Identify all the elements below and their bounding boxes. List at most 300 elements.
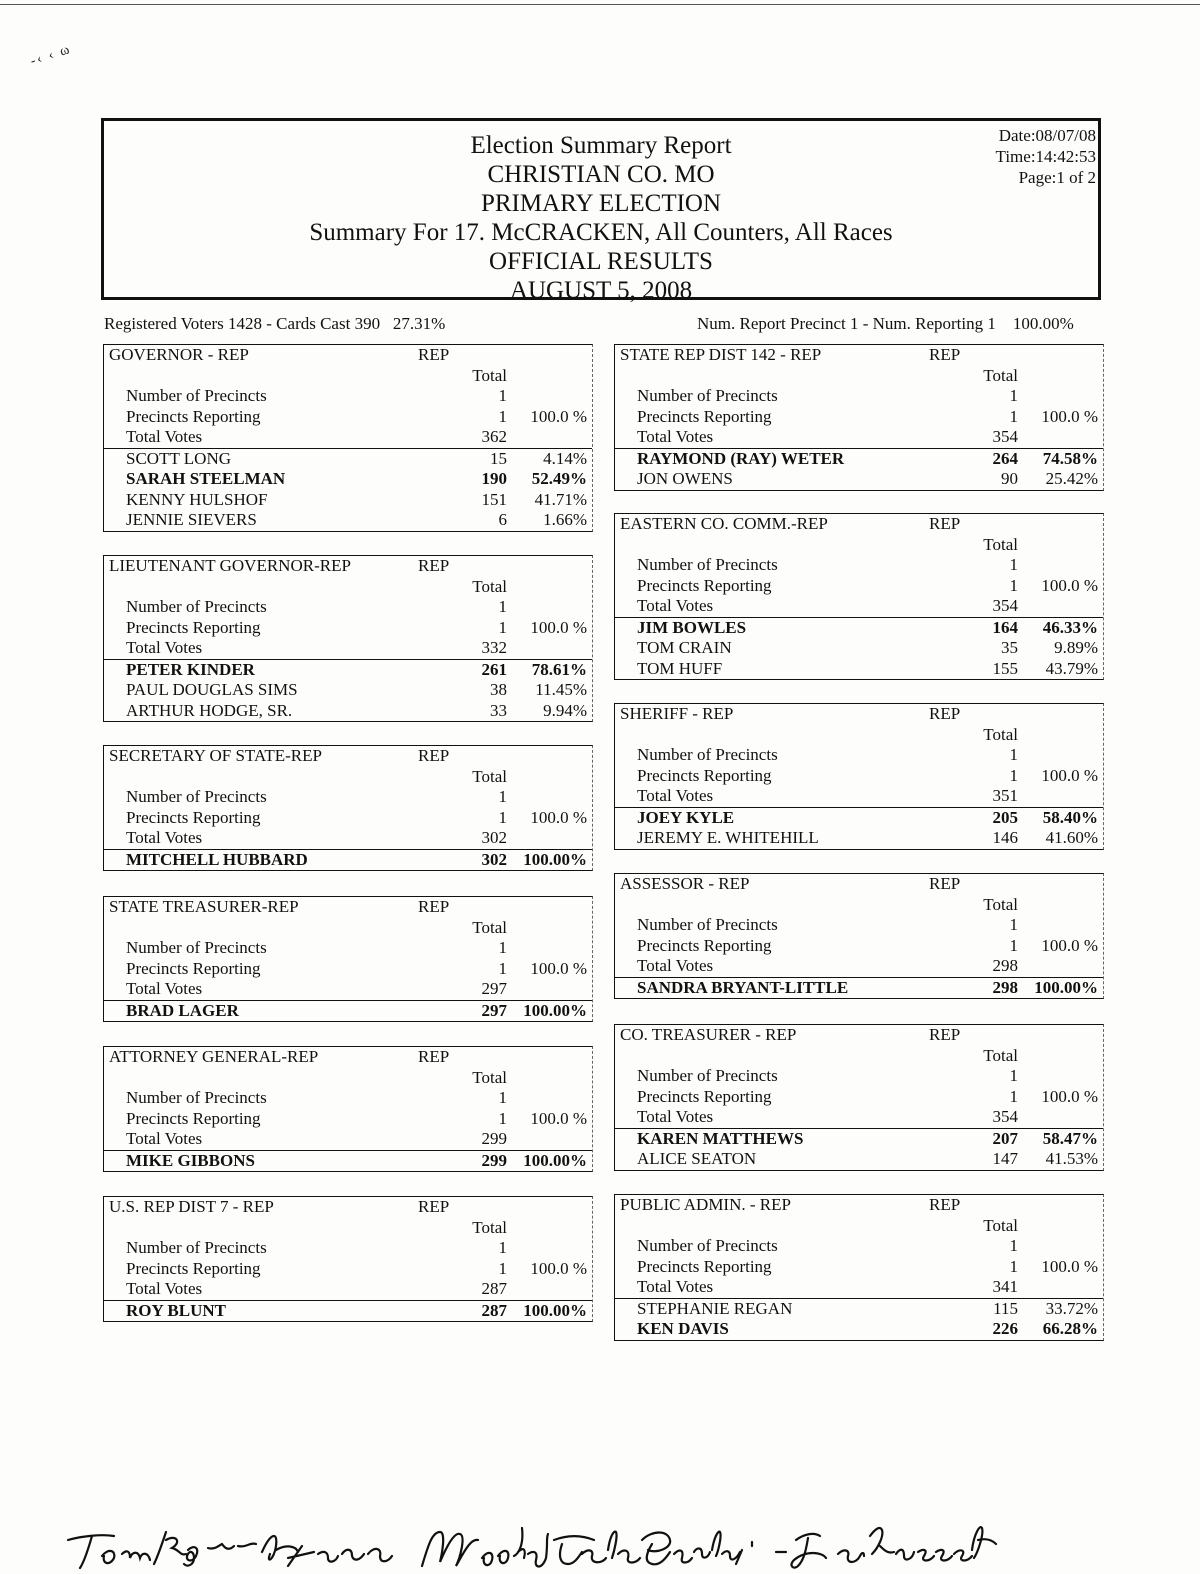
candidate-pct: 100.00% <box>523 849 587 869</box>
race-box <box>103 555 593 722</box>
precincts-reporting-label: Precincts Reporting <box>637 1256 772 1276</box>
num-precincts-value: 1 <box>1009 555 1018 574</box>
total-votes-row <box>104 979 592 1001</box>
num-precincts-label: Number of Precincts <box>637 386 778 405</box>
num-precincts-row <box>615 1236 1103 1257</box>
total-column-header: Total <box>472 1217 507 1237</box>
num-precincts-label: Number of Precincts <box>637 745 778 764</box>
candidate-name: TOM HUFF <box>637 658 723 678</box>
num-precincts-value: 1 <box>498 787 507 806</box>
total-header-row <box>104 577 592 598</box>
precincts-reporting-label: Precincts Reporting <box>637 935 772 955</box>
candidate-row <box>615 1319 1103 1340</box>
race-header-row <box>615 1195 1103 1216</box>
num-precincts-value: 1 <box>1009 915 1018 934</box>
precincts-reporting-value: 1 <box>1009 406 1018 426</box>
race-party: REP <box>929 1195 961 1214</box>
precincts-reporting-row <box>104 959 592 980</box>
candidate-votes: 33 <box>490 700 507 720</box>
report-page: Page:1 of 2 <box>1018 168 1096 187</box>
candidate-pct: 41.71% <box>534 489 587 509</box>
race-header-row <box>104 1197 592 1218</box>
total-votes-label: Total Votes <box>126 427 203 446</box>
total-votes-row <box>104 828 592 850</box>
total-votes-value: 354 <box>992 596 1018 615</box>
candidate-pct: 66.28% <box>1042 1319 1098 1338</box>
num-precincts-row <box>104 597 592 618</box>
precincts-reporting-pct: 100.0 % <box>530 958 587 978</box>
candidate-row <box>615 1299 1103 1320</box>
report-title: Election Summary Report <box>470 132 732 159</box>
candidate-pct: 41.53% <box>1045 1149 1098 1168</box>
race-title: SHERIFF - REP <box>620 704 734 723</box>
precincts-reporting-row <box>104 618 592 639</box>
total-header-row <box>615 535 1103 556</box>
candidate-votes: 207 <box>992 1128 1018 1148</box>
candidate-votes: 299 <box>481 1150 507 1170</box>
num-precincts-value: 1 <box>498 1238 507 1257</box>
num-precincts-row <box>104 787 592 808</box>
precincts-reporting-label: Precincts Reporting <box>126 406 261 426</box>
num-precincts-value: 1 <box>1009 1066 1018 1085</box>
total-header-row <box>615 895 1103 916</box>
num-precincts-value: 1 <box>498 1088 507 1107</box>
num-precincts-row <box>615 745 1103 766</box>
precincts-reporting-value: 1 <box>1009 1256 1018 1276</box>
total-votes-value: 332 <box>481 638 507 657</box>
candidate-pct: 33.72% <box>1045 1298 1098 1318</box>
precincts-reporting-pct: 100.0 % <box>1041 575 1098 595</box>
precincts-reporting-row <box>615 766 1103 787</box>
scan-top-edge <box>0 4 1200 5</box>
candidate-name: ROY BLUNT <box>126 1300 226 1320</box>
candidate-row <box>104 1001 592 1022</box>
precincts-reporting-row <box>615 1087 1103 1108</box>
num-precincts-label: Number of Precincts <box>637 1236 778 1255</box>
candidate-votes: 147 <box>992 1149 1018 1168</box>
candidate-row <box>615 828 1103 849</box>
precincts-reporting-label: Precincts Reporting <box>126 1108 261 1128</box>
candidate-name: STEPHANIE REGAN <box>637 1298 793 1318</box>
precincts-reporting-pct: 100.0 % <box>530 807 587 827</box>
total-column-header: Total <box>472 917 507 937</box>
candidate-votes: 38 <box>490 680 507 699</box>
precincts-reporting-row <box>104 1259 592 1280</box>
total-votes-value: 302 <box>481 828 507 847</box>
precincts-reporting-label: Precincts Reporting <box>126 958 261 978</box>
candidate-votes: 298 <box>992 977 1018 997</box>
precincts-reporting-row <box>104 407 592 428</box>
candidate-pct: 41.60% <box>1045 828 1098 847</box>
election-type: PRIMARY ELECTION <box>480 190 722 217</box>
total-votes-value: 299 <box>481 1129 507 1148</box>
candidate-pct: 9.94% <box>543 700 587 720</box>
num-precincts-value: 1 <box>1009 1236 1018 1255</box>
total-votes-label: Total Votes <box>637 786 714 805</box>
precincts-reporting-label: Precincts Reporting <box>637 575 772 595</box>
race-header-row <box>104 556 592 577</box>
num-precincts-label: Number of Precincts <box>126 1238 267 1257</box>
precincts-reporting-label: Precincts Reporting <box>126 617 261 637</box>
total-column-header: Total <box>983 1215 1018 1235</box>
candidate-pct: 100.00% <box>523 1300 587 1320</box>
num-precincts-value: 1 <box>498 938 507 957</box>
race-header-row <box>615 1025 1103 1046</box>
total-votes-row <box>615 956 1103 978</box>
candidate-votes: 35 <box>1001 638 1018 657</box>
candidate-name: JON OWENS <box>637 469 733 488</box>
total-column-header: Total <box>983 894 1018 914</box>
race-party: REP <box>929 704 961 723</box>
num-precincts-value: 1 <box>498 386 507 405</box>
total-header-row <box>104 767 592 788</box>
num-precincts-label: Number of Precincts <box>126 787 267 806</box>
num-precincts-row <box>104 938 592 959</box>
candidate-name: JIM BOWLES <box>637 617 747 637</box>
total-votes-label: Total Votes <box>637 1107 714 1126</box>
race-box <box>614 344 1104 491</box>
precincts-reporting-pct: 100.0 % <box>530 406 587 426</box>
candidate-row <box>615 659 1103 680</box>
precincts-reporting-row <box>104 808 592 829</box>
total-votes-row <box>104 1129 592 1151</box>
race-title: U.S. REP DIST 7 - REP <box>109 1197 274 1216</box>
candidate-pct: 9.89% <box>1054 638 1098 657</box>
race-box <box>103 896 593 1022</box>
candidate-name: JEREMY E. WHITEHILL <box>637 828 819 847</box>
precincts-reporting-pct: 100.0 % <box>530 1258 587 1278</box>
race-party: REP <box>418 897 450 916</box>
candidate-row <box>104 510 592 531</box>
race-box <box>103 1196 593 1322</box>
candidate-votes: 190 <box>481 469 507 488</box>
num-precincts-label: Number of Precincts <box>637 915 778 934</box>
num-precincts-row <box>615 555 1103 576</box>
total-votes-value: 341 <box>992 1277 1018 1296</box>
race-party: REP <box>418 345 450 364</box>
candidate-name: RAYMOND (RAY) WETER <box>637 448 845 468</box>
candidate-row <box>104 850 592 871</box>
total-column-header: Total <box>472 766 507 786</box>
total-votes-label: Total Votes <box>126 979 203 998</box>
race-header-row <box>615 704 1103 725</box>
candidate-pct: 58.40% <box>1042 807 1098 827</box>
precincts-reporting-label: Precincts Reporting <box>637 406 772 426</box>
total-votes-value: 298 <box>992 956 1018 975</box>
candidate-name: BRAD LAGER <box>126 1000 239 1020</box>
candidate-pct: 25.42% <box>1045 469 1098 488</box>
precincts-reporting-value: 1 <box>1009 1086 1018 1106</box>
total-votes-row <box>104 1279 592 1301</box>
precincts-reporting-label: Precincts Reporting <box>126 1258 261 1278</box>
precincts-reporting-label: Precincts Reporting <box>126 807 261 827</box>
race-header-row <box>104 897 592 918</box>
candidate-row <box>104 680 592 701</box>
candidate-name: KENNY HULSHOF <box>126 489 268 509</box>
num-precincts-label: Number of Precincts <box>126 1088 267 1107</box>
race-header-row <box>104 746 592 767</box>
election-date: AUGUST 5, 2008 <box>509 277 693 304</box>
num-precincts-row <box>615 1066 1103 1087</box>
race-title: LIEUTENANT GOVERNOR-REP <box>109 556 351 575</box>
num-precincts-row <box>104 1088 592 1109</box>
precincts-reporting-pct: 100.0 % <box>1041 935 1098 955</box>
total-header-row <box>615 366 1103 387</box>
candidate-row <box>615 808 1103 829</box>
total-header-row <box>104 1218 592 1239</box>
county-name: CHRISTIAN CO. MO <box>487 161 715 188</box>
total-votes-label: Total Votes <box>126 1129 203 1148</box>
precincts-reporting-value: 1 <box>1009 765 1018 785</box>
candidate-name: MITCHELL HUBBARD <box>126 849 308 869</box>
total-header-row <box>104 918 592 939</box>
candidate-row <box>104 660 592 681</box>
candidate-name: SANDRA BRYANT-LITTLE <box>637 977 849 997</box>
num-precincts-row <box>104 386 592 407</box>
candidate-votes: 302 <box>481 849 507 869</box>
race-box <box>103 745 593 871</box>
candidate-votes: 205 <box>992 807 1018 827</box>
race-box <box>614 703 1104 850</box>
total-votes-label: Total Votes <box>126 638 203 657</box>
candidate-votes: 261 <box>481 659 507 679</box>
candidate-row <box>615 638 1103 659</box>
race-header-row <box>104 345 592 366</box>
race-title: CO. TREASURER - REP <box>620 1025 797 1044</box>
report-header <box>101 118 1101 304</box>
candidate-name: TOM CRAIN <box>637 638 732 657</box>
race-title: EASTERN CO. COMM.-REP <box>620 514 828 533</box>
candidate-pct: 100.00% <box>523 1150 587 1170</box>
signatures <box>62 1510 1002 1574</box>
candidate-row <box>104 1301 592 1322</box>
num-precincts-value: 1 <box>1009 386 1018 405</box>
race-title: STATE REP DIST 142 - REP <box>620 345 822 364</box>
candidate-name: PAUL DOUGLAS SIMS <box>126 680 298 699</box>
precincts-reporting-value: 1 <box>498 958 507 978</box>
num-precincts-label: Number of Precincts <box>126 938 267 957</box>
scan-marks: -‹ ‹ ω <box>28 41 74 70</box>
candidate-pct: 58.47% <box>1042 1128 1098 1148</box>
precincts-reporting-pct: 100.0 % <box>530 617 587 637</box>
report-date: Date:08/07/08 <box>998 126 1096 145</box>
total-votes-label: Total Votes <box>637 427 714 446</box>
race-party: REP <box>929 345 961 364</box>
total-header-row <box>615 1216 1103 1237</box>
candidate-row <box>104 449 592 470</box>
candidate-votes: 90 <box>1001 469 1018 488</box>
num-precincts-label: Number of Precincts <box>637 1066 778 1085</box>
total-votes-value: 287 <box>481 1279 507 1298</box>
report-meta <box>996 125 1096 188</box>
candidate-row <box>104 1151 592 1172</box>
race-box <box>103 1046 593 1172</box>
precincts-reporting-label: Precincts Reporting <box>637 765 772 785</box>
race-title: ATTORNEY GENERAL-REP <box>109 1047 319 1066</box>
candidate-pct: 74.58% <box>1042 448 1098 468</box>
total-header-row <box>104 1068 592 1089</box>
precincts-reporting-pct: 100.0 % <box>1041 765 1098 785</box>
candidate-pct: 46.33% <box>1042 617 1098 637</box>
num-precincts-label: Number of Precincts <box>126 386 267 405</box>
total-votes-row <box>104 638 592 660</box>
race-title: STATE TREASURER-REP <box>109 897 299 916</box>
candidate-votes: 115 <box>993 1298 1018 1318</box>
total-column-header: Total <box>983 534 1018 554</box>
num-report-line: Num. Report Precinct 1 - Num. Reporting 1 100.00% <box>697 314 1074 333</box>
precincts-reporting-pct: 100.0 % <box>1041 406 1098 426</box>
total-header-row <box>615 725 1103 746</box>
precincts-reporting-row <box>615 576 1103 597</box>
total-votes-value: 351 <box>992 786 1018 805</box>
total-column-header: Total <box>983 724 1018 744</box>
precincts-reporting-row <box>615 936 1103 957</box>
num-precincts-value: 1 <box>498 597 507 616</box>
signatures-text: Tom Rogers Karen Moody Carla Eslinger Lisa Russell <box>62 1510 84 1511</box>
total-votes-label: Total Votes <box>637 596 714 615</box>
candidate-name: SCOTT LONG <box>126 448 231 468</box>
race-title: ASSESSOR - REP <box>620 874 750 893</box>
total-column-header: Total <box>472 1067 507 1087</box>
precincts-reporting-pct: 100.0 % <box>530 1108 587 1128</box>
candidate-name: KAREN MATTHEWS <box>637 1128 804 1148</box>
candidate-name: SARAH STEELMAN <box>126 469 286 488</box>
num-precincts-row <box>615 915 1103 936</box>
registered-voters-line: Registered Voters 1428 - Cards Cast 390 27.31% <box>104 314 446 333</box>
total-votes-row <box>615 786 1103 808</box>
total-votes-row <box>615 596 1103 618</box>
candidate-row <box>615 978 1103 999</box>
candidate-votes: 146 <box>992 828 1018 847</box>
total-column-header: Total <box>983 365 1018 385</box>
precincts-reporting-value: 1 <box>498 1258 507 1278</box>
header-title-block <box>104 131 1098 305</box>
candidate-pct: 1.66% <box>543 510 587 529</box>
race-box <box>614 1024 1104 1171</box>
candidate-votes: 15 <box>490 448 507 468</box>
total-column-header: Total <box>472 576 507 596</box>
precincts-reporting-pct: 100.0 % <box>1041 1256 1098 1276</box>
total-votes-value: 362 <box>481 427 507 446</box>
total-votes-label: Total Votes <box>637 956 714 975</box>
candidate-name: ALICE SEATON <box>637 1149 757 1168</box>
race-title: SECRETARY OF STATE-REP <box>109 746 322 765</box>
race-box <box>614 1194 1104 1341</box>
precincts-reporting-label: Precincts Reporting <box>637 1086 772 1106</box>
total-votes-value: 354 <box>992 427 1018 446</box>
total-votes-label: Total Votes <box>126 828 203 847</box>
total-column-header: Total <box>472 365 507 385</box>
results-status: OFFICIAL RESULTS <box>489 248 713 275</box>
num-precincts-row <box>615 386 1103 407</box>
num-precincts-label: Number of Precincts <box>126 597 267 616</box>
candidate-name: ARTHUR HODGE, SR. <box>126 700 293 720</box>
total-header-row <box>615 1046 1103 1067</box>
candidate-row <box>104 490 592 511</box>
race-party: REP <box>929 514 961 533</box>
candidate-name: JOEY KYLE <box>637 807 735 827</box>
race-box <box>103 344 593 532</box>
report-time: Time:14:42:53 <box>995 147 1096 166</box>
candidate-votes: 287 <box>481 1300 507 1320</box>
total-votes-value: 297 <box>481 979 507 998</box>
candidate-row <box>615 1149 1103 1170</box>
race-title: GOVERNOR - REP <box>109 345 249 364</box>
candidate-votes: 297 <box>481 1000 507 1020</box>
candidate-row <box>615 1129 1103 1150</box>
race-party: REP <box>418 1197 450 1216</box>
total-votes-row <box>615 427 1103 449</box>
candidate-row <box>615 469 1103 490</box>
race-party: REP <box>418 556 450 575</box>
race-header-row <box>615 514 1103 535</box>
total-votes-label: Total Votes <box>637 1277 714 1296</box>
candidate-pct: 4.14% <box>543 448 587 468</box>
precincts-reporting-value: 1 <box>1009 935 1018 955</box>
candidate-votes: 264 <box>992 448 1018 468</box>
candidate-votes: 164 <box>992 617 1018 637</box>
candidate-row <box>615 449 1103 470</box>
candidate-pct: 11.45% <box>535 680 587 699</box>
total-votes-row <box>615 1277 1103 1299</box>
race-header-row <box>615 874 1103 895</box>
race-box <box>614 513 1104 680</box>
total-column-header: Total <box>983 1045 1018 1065</box>
summary-scope: Summary For 17. McCRACKEN, All Counters, All Races <box>309 219 893 246</box>
precincts-reporting-row <box>615 407 1103 428</box>
candidate-votes: 6 <box>498 510 507 529</box>
total-votes-value: 354 <box>992 1107 1018 1126</box>
race-party: REP <box>929 1025 961 1044</box>
candidate-pct: 100.00% <box>1034 977 1098 997</box>
num-precincts-row <box>104 1238 592 1259</box>
precincts-reporting-value: 1 <box>498 1108 507 1128</box>
total-votes-row <box>104 427 592 449</box>
race-box <box>614 873 1104 999</box>
race-party: REP <box>929 874 961 893</box>
precincts-reporting-row <box>104 1109 592 1130</box>
candidate-pct: 78.61% <box>531 659 587 679</box>
total-votes-row <box>615 1107 1103 1129</box>
candidate-name: MIKE GIBBONS <box>126 1150 255 1170</box>
precincts-reporting-row <box>615 1257 1103 1278</box>
total-header-row <box>104 366 592 387</box>
candidate-name: PETER KINDER <box>126 659 255 679</box>
race-title: PUBLIC ADMIN. - REP <box>620 1195 791 1214</box>
candidate-votes: 151 <box>481 489 507 509</box>
total-votes-label: Total Votes <box>126 1279 203 1298</box>
candidate-row <box>104 701 592 722</box>
precincts-reporting-pct: 100.0 % <box>1041 1086 1098 1106</box>
num-precincts-label: Number of Precincts <box>637 555 778 574</box>
candidate-name: KEN DAVIS <box>637 1319 729 1338</box>
candidate-row <box>615 618 1103 639</box>
race-party: REP <box>418 746 450 765</box>
race-header-row <box>104 1047 592 1068</box>
precincts-reporting-value: 1 <box>498 617 507 637</box>
candidate-pct: 100.00% <box>523 1000 587 1020</box>
candidate-pct: 52.49% <box>531 469 587 488</box>
race-header-row <box>615 345 1103 366</box>
race-party: REP <box>418 1047 450 1066</box>
precincts-reporting-value: 1 <box>1009 575 1018 595</box>
num-precincts-value: 1 <box>1009 745 1018 764</box>
candidate-votes: 155 <box>992 658 1018 678</box>
precincts-reporting-value: 1 <box>498 406 507 426</box>
candidate-name: JENNIE SIEVERS <box>126 510 257 529</box>
candidate-row <box>104 469 592 490</box>
candidate-pct: 43.79% <box>1045 658 1098 678</box>
